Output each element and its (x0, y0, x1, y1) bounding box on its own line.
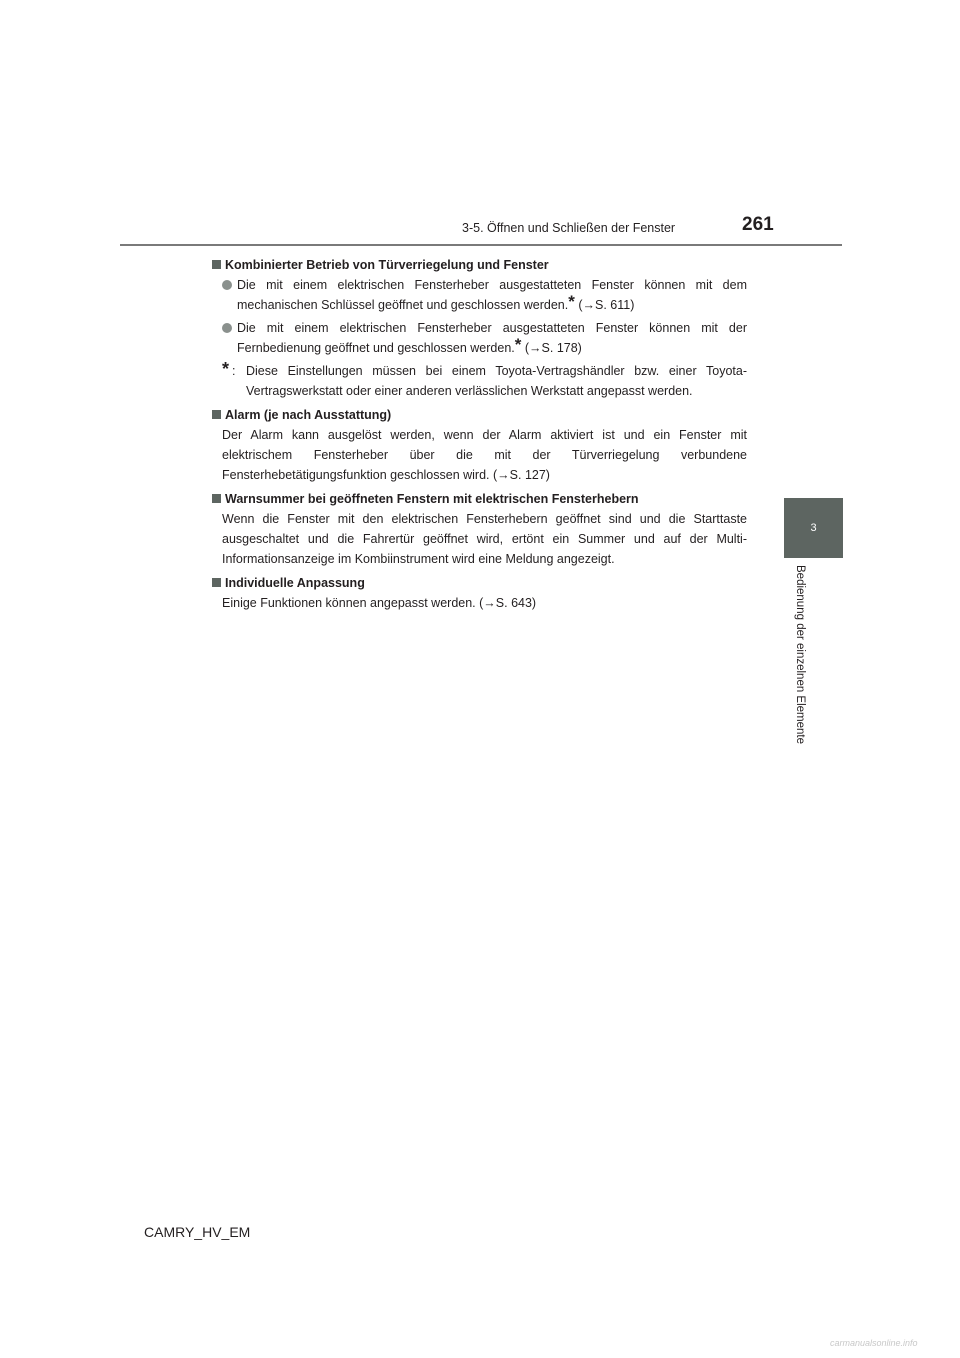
header-divider (120, 244, 842, 246)
section-title: Warnsummer bei geöffneten Fenstern mit elektrischen Fensterhebern (225, 492, 639, 506)
list-item: Die mit einem elektrischen Fensterheber ausgestatteten Fenster können mit dem mechanischen Schlüssel geöffnet und geschlossen werden.* (→S. 611) (222, 275, 747, 315)
circle-bullet-icon (222, 323, 232, 333)
chapter-tab (784, 498, 843, 558)
footnote-marker: * (568, 292, 575, 311)
section-text: Wenn die Fenster mit den elektrischen Fensterhebern geöffnet sind und die Starttaste ausgeschaltet und die Fahrertür geöffnet wird, ertönt ein Summer und auf der Multi-Informationsanzeige im Kombiinstrument wird eine Meldung angezeigt. (222, 512, 747, 566)
watermark: carmanualsonline.info (830, 1338, 918, 1348)
footnote-text: Diese Einstellungen müssen bei einem Toyota-Vertragshändler bzw. einer Toyota-Vertragswerkstatt oder einer anderen verlässlichen Werkstatt angepasst werden. (246, 364, 747, 398)
page-number: 261 (742, 214, 774, 235)
section-text: Einige Funktionen können angepasst werden. (→S. 643) (222, 596, 537, 610)
section-buzzer (212, 489, 747, 569)
page-content (212, 255, 747, 617)
section-custom (212, 573, 747, 613)
section-title: Individuelle Anpassung (225, 576, 365, 590)
header-section-title: 3-5. Öffnen und Schließen der Fenster (462, 221, 676, 235)
footnote: * : Diese Einstellungen müssen bei einem Toyota-Vertragshändler bzw. einer Toyota-Vertragswerkstatt oder einer anderen verlässlichen Werkstatt angepasst werden. (222, 361, 747, 401)
chapter-number: 3 (810, 522, 817, 534)
section-combined (212, 255, 747, 401)
section-alarm (212, 405, 747, 485)
section-title: Alarm (je nach Ausstattung) (225, 408, 392, 422)
model-code: CAMRY_HV_EM (144, 1224, 251, 1240)
footnote-marker: * (514, 335, 522, 354)
page-reference: (→S. 178) (524, 341, 582, 355)
chapter-title: Bedienung der einzelnen Elemente (794, 565, 806, 745)
circle-bullet-icon (222, 280, 232, 290)
section-text: Der Alarm kann ausgelöst werden, wenn der Alarm aktiviert ist und ein Fenster mit elektrischem Fensterheber über die mit der Türverriegelung verbundene Fensterhebetätigungsfunktion geschlossen wird. (→S. 127) (222, 428, 747, 482)
section-title: Kombinierter Betrieb von Türverriegelung und Fenster (225, 258, 549, 272)
square-bullet-icon (212, 494, 221, 503)
square-bullet-icon (212, 578, 221, 587)
square-bullet-icon (212, 410, 221, 419)
list-item: Die mit einem elektrischen Fensterheber ausgestatteten Fenster können mit der Fernbedienung geöffnet und geschlossen werden.* (→S. 178) (222, 318, 747, 358)
page-reference: (→S. 611) (578, 298, 635, 312)
footnote-marker: * (222, 359, 230, 379)
square-bullet-icon (212, 260, 221, 269)
